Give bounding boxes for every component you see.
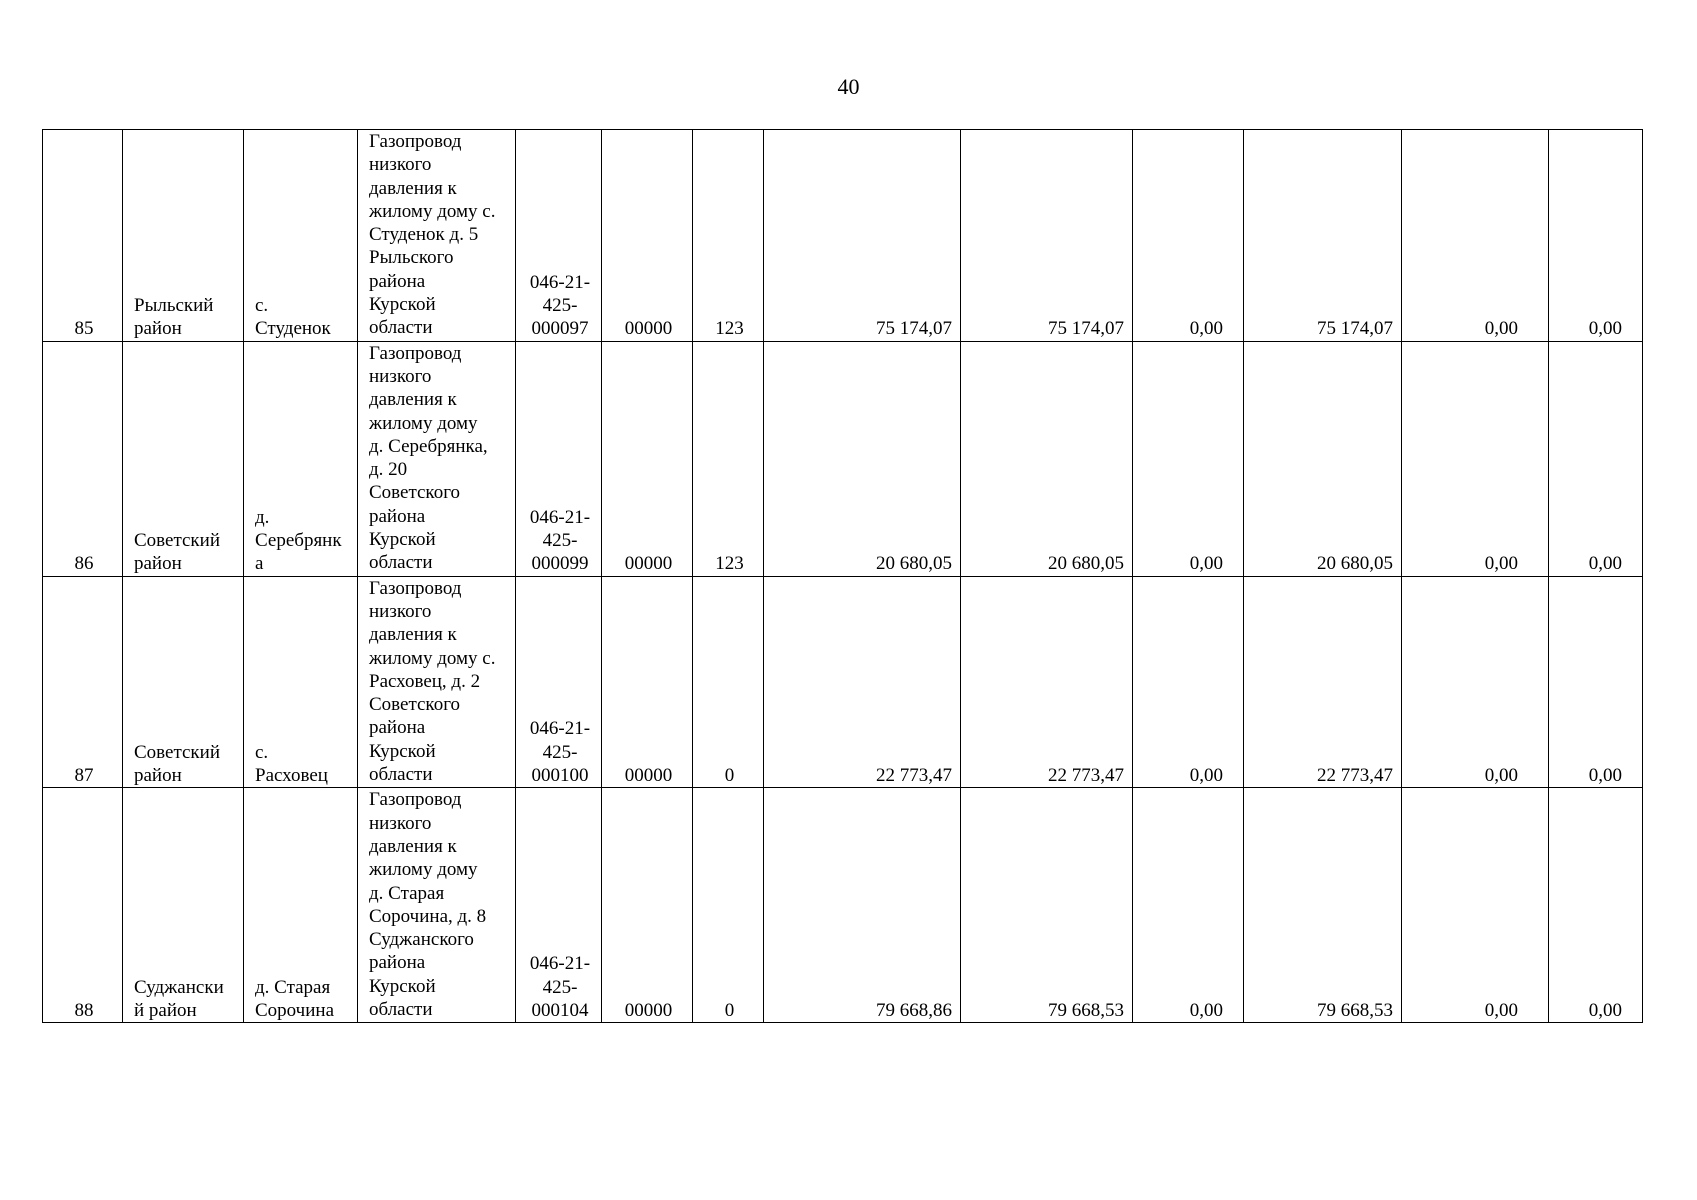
amount-cell: 79 668,53 [1244, 788, 1402, 1023]
settlement-cell: с. Студенок [244, 130, 358, 342]
amount-cell: 22 773,47 [961, 576, 1133, 788]
registry-code-cell: 046-21- 425- 000097 [516, 130, 602, 342]
kbk-cell: 00000 [602, 788, 693, 1023]
kbk-cell: 00000 [602, 130, 693, 342]
table-row [43, 576, 1643, 788]
type-code-cell: 123 [693, 341, 764, 576]
kbk-cell: 00000 [602, 341, 693, 576]
table-row [43, 788, 1643, 1023]
settlement-cell: д. Старая Сорочина [244, 788, 358, 1023]
amount-cell: 0,00 [1133, 130, 1244, 342]
object-name-text: Газопровод низкого давления к жилому дому д. Старая Сорочина, д. 8 Суджанского района Курской области [369, 789, 487, 1020]
object-name-cell [358, 341, 516, 576]
amount-cell: 75 174,07 [764, 130, 961, 342]
row-number: 87 [43, 576, 123, 788]
row-number: 85 [43, 130, 123, 342]
type-code-cell: 0 [693, 576, 764, 788]
object-table [42, 129, 1643, 1023]
object-name-cell [358, 130, 516, 342]
amount-cell: 0,00 [1133, 576, 1244, 788]
settlement-cell: с. Расховец [244, 576, 358, 788]
district-cell: Суджански й район [123, 788, 244, 1023]
registry-code-cell: 046-21- 425- 000104 [516, 788, 602, 1023]
row-number: 86 [43, 341, 123, 576]
row-number: 88 [43, 788, 123, 1023]
table-row [43, 341, 1643, 576]
amount-cell: 75 174,07 [1244, 130, 1402, 342]
object-name-text: Газопровод низкого давления к жилому дому с. Студенок д. 5 Рыльского района Курской области [369, 131, 496, 339]
page-number: 40 [837, 74, 860, 99]
amount-cell: 75 174,07 [961, 130, 1133, 342]
amount-cell: 0,00 [1402, 130, 1549, 342]
amount-cell: 0,00 [1402, 788, 1549, 1023]
amount-cell: 0,00 [1133, 341, 1244, 576]
object-name-text: Газопровод низкого давления к жилому дому д. Серебрянка, д. 20 Советского района Курской области [369, 342, 488, 574]
amount-cell: 0,00 [1549, 130, 1643, 342]
amount-cell: 22 773,47 [764, 576, 961, 788]
amount-cell: 0,00 [1549, 788, 1643, 1023]
amount-cell: 79 668,86 [764, 788, 961, 1023]
district-cell: Советский район [123, 341, 244, 576]
object-name-text: Газопровод низкого давления к жилому дому с. Расховец, д. 2 Советского района Курской области [369, 577, 496, 786]
amount-cell: 20 680,05 [764, 341, 961, 576]
registry-code-cell: 046-21- 425- 000099 [516, 341, 602, 576]
settlement-cell: д. Серебрянк а [244, 341, 358, 576]
amount-cell: 0,00 [1133, 788, 1244, 1023]
district-cell: Советский район [123, 576, 244, 788]
table-row [43, 130, 1643, 342]
amount-cell: 20 680,05 [961, 341, 1133, 576]
amount-cell: 22 773,47 [1244, 576, 1402, 788]
amount-cell: 0,00 [1549, 576, 1643, 788]
kbk-cell: 00000 [602, 576, 693, 788]
registry-code-cell: 046-21- 425- 000100 [516, 576, 602, 788]
amount-cell: 79 668,53 [961, 788, 1133, 1023]
type-code-cell: 0 [693, 788, 764, 1023]
object-name-cell [358, 788, 516, 1023]
amount-cell: 0,00 [1549, 341, 1643, 576]
amount-cell: 0,00 [1402, 576, 1549, 788]
amount-cell: 0,00 [1402, 341, 1549, 576]
district-cell: Рыльский район [123, 130, 244, 342]
object-name-cell [358, 576, 516, 788]
amount-cell: 20 680,05 [1244, 341, 1402, 576]
type-code-cell: 123 [693, 130, 764, 342]
